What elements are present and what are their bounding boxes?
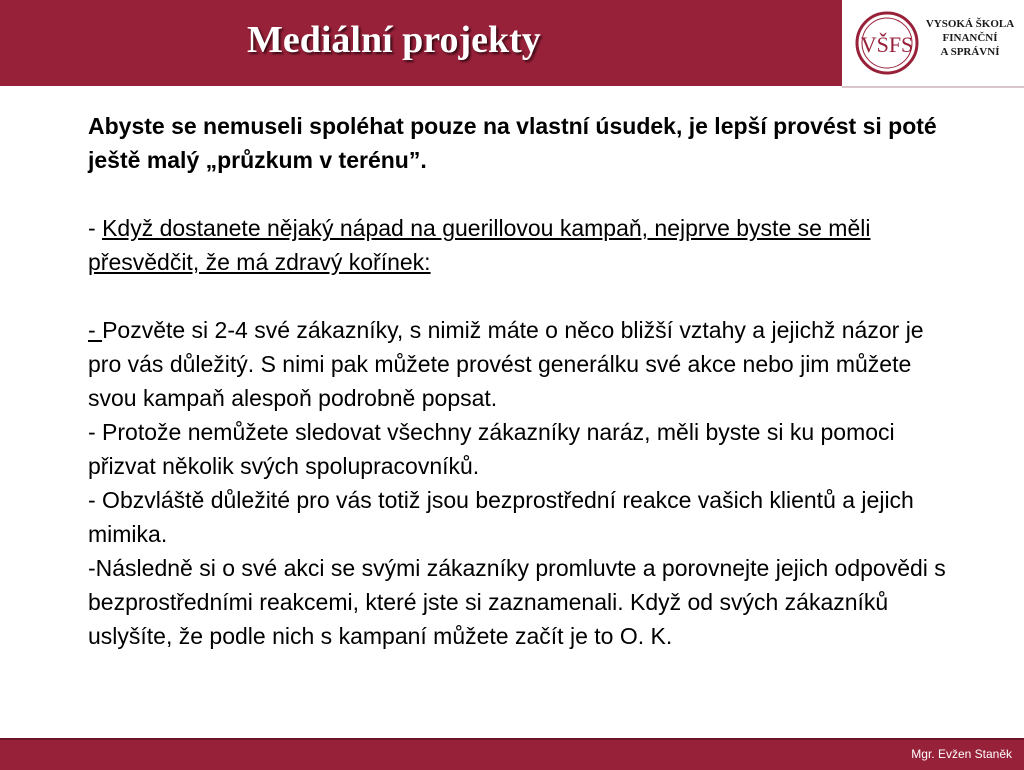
intro-paragraph: Abyste se nemuseli spoléhat pouze na vlastní úsudek, je lepší provést si poté ještě malý „průzkum v terénu”. — [88, 113, 937, 173]
logo-text — [922, 17, 1018, 59]
list-item-2 — [88, 313, 948, 415]
list-item-1 — [88, 211, 948, 279]
item-text: Když dostanete nějaký nápad na guerillovou kampaň, nejprve byste se měli přesvědčit, že má zdravý kořínek: — [88, 215, 871, 275]
item-dash: - — [88, 317, 103, 343]
logo-line-1: VYSOKÁ ŠKOLA — [925, 18, 1015, 30]
spacer — [88, 279, 948, 313]
list-item-5: -Následně si o své akci se svými zákazníky promluvte a porovnejte jejich odpovědi s bezprostředními reakcemi, které jste si zaznamenali. Když od svých zákazníků uslyšíte, že podle nich s kampaní můžete začít je to O. K. — [88, 555, 946, 649]
list-item-4: - Obzvláště důležité pro vás totiž jsou bezprostřední reakce vašich klientů a jejich mimika. — [88, 487, 914, 547]
vsfs-logo-icon — [854, 10, 920, 76]
logo-line-2: FINANČNÍ — [942, 32, 998, 44]
item-dash: - — [88, 215, 103, 241]
logo-line-3: A SPRÁVNÍ — [940, 46, 1000, 58]
logo-monogram: VŠFS — [860, 32, 914, 57]
school-logo — [842, 0, 1024, 88]
author-name: Mgr. Evžen Staněk — [911, 747, 1012, 761]
footer-bar — [0, 738, 1024, 770]
item-text: Pozvěte si 2-4 své zákazníky, s nimiž máte o něco bližší vztahy a jejichž názor je pro vás důležitý. S nimi pak můžete provést generálku své akce nebo jim můžete svou kampaň alespoň podrobně popsat. — [88, 317, 924, 411]
slide-body — [88, 109, 948, 653]
list-item-3: - Protože nemůžete sledovat všechny zákazníky naráz, měli byste si ku pomoci přizvat několik svých spolupracovníků. — [88, 419, 895, 479]
spacer — [88, 177, 948, 211]
slide-title: Mediální projekty — [247, 19, 541, 61]
title-bar — [0, 0, 842, 86]
